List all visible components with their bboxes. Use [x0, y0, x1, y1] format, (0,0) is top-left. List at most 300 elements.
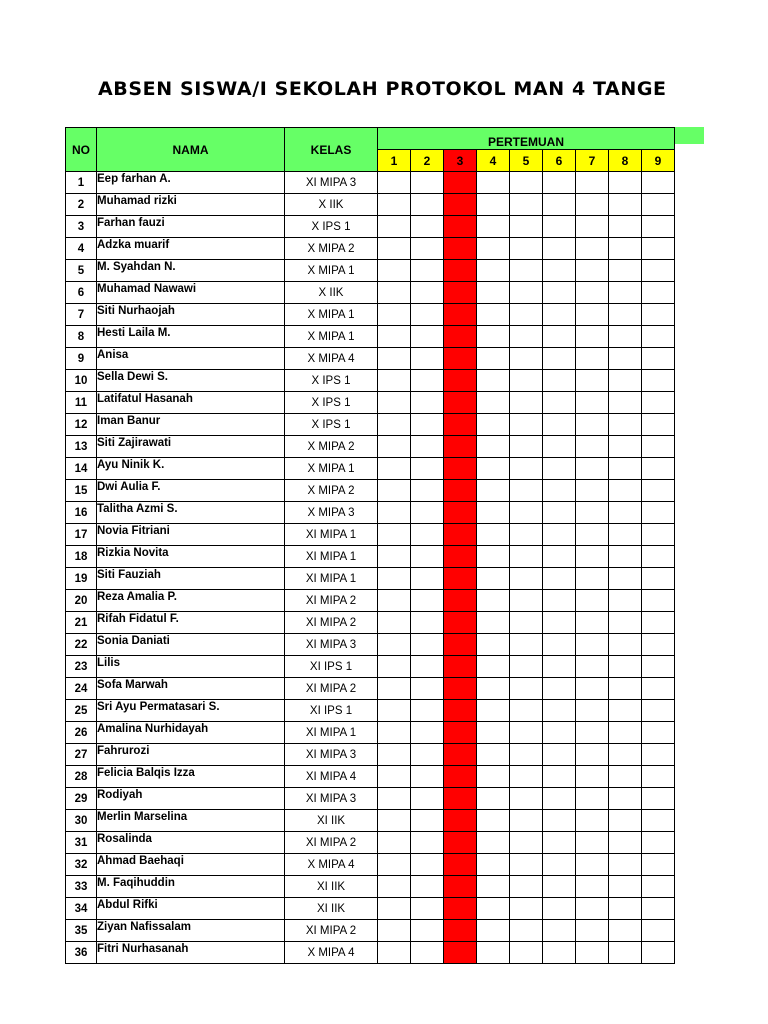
attendance-cell-meeting-3[interactable]	[444, 172, 477, 194]
attendance-cell-meeting-9[interactable]	[642, 502, 675, 524]
attendance-cell-meeting-2[interactable]	[411, 194, 444, 216]
attendance-cell-meeting-9[interactable]	[642, 810, 675, 832]
attendance-cell-meeting-7[interactable]	[576, 304, 609, 326]
attendance-cell-meeting-6[interactable]	[543, 942, 576, 964]
attendance-cell-meeting-2[interactable]	[411, 656, 444, 678]
attendance-cell-meeting-8[interactable]	[609, 392, 642, 414]
attendance-cell-meeting-1[interactable]	[378, 832, 411, 854]
attendance-cell-meeting-9[interactable]	[642, 480, 675, 502]
attendance-cell-meeting-9[interactable]	[642, 568, 675, 590]
attendance-cell-meeting-1[interactable]	[378, 700, 411, 722]
attendance-cell-meeting-5[interactable]	[510, 722, 543, 744]
attendance-cell-meeting-6[interactable]	[543, 810, 576, 832]
attendance-cell-meeting-5[interactable]	[510, 700, 543, 722]
attendance-cell-meeting-1[interactable]	[378, 788, 411, 810]
attendance-cell-meeting-3[interactable]	[444, 678, 477, 700]
attendance-cell-meeting-7[interactable]	[576, 832, 609, 854]
attendance-cell-meeting-7[interactable]	[576, 744, 609, 766]
attendance-cell-meeting-9[interactable]	[642, 238, 675, 260]
attendance-cell-meeting-3[interactable]	[444, 370, 477, 392]
attendance-cell-meeting-4[interactable]	[477, 766, 510, 788]
attendance-cell-meeting-7[interactable]	[576, 414, 609, 436]
attendance-cell-meeting-8[interactable]	[609, 810, 642, 832]
attendance-cell-meeting-3[interactable]	[444, 194, 477, 216]
attendance-cell-meeting-7[interactable]	[576, 370, 609, 392]
attendance-cell-meeting-7[interactable]	[576, 458, 609, 480]
attendance-cell-meeting-9[interactable]	[642, 172, 675, 194]
attendance-cell-meeting-7[interactable]	[576, 810, 609, 832]
attendance-cell-meeting-3[interactable]	[444, 634, 477, 656]
attendance-cell-meeting-4[interactable]	[477, 172, 510, 194]
attendance-cell-meeting-4[interactable]	[477, 678, 510, 700]
attendance-cell-meeting-3[interactable]	[444, 458, 477, 480]
attendance-cell-meeting-6[interactable]	[543, 766, 576, 788]
attendance-cell-meeting-7[interactable]	[576, 854, 609, 876]
attendance-cell-meeting-9[interactable]	[642, 876, 675, 898]
attendance-cell-meeting-4[interactable]	[477, 854, 510, 876]
attendance-cell-meeting-1[interactable]	[378, 898, 411, 920]
attendance-cell-meeting-2[interactable]	[411, 854, 444, 876]
attendance-cell-meeting-2[interactable]	[411, 502, 444, 524]
attendance-cell-meeting-1[interactable]	[378, 238, 411, 260]
attendance-cell-meeting-9[interactable]	[642, 612, 675, 634]
attendance-cell-meeting-3[interactable]	[444, 348, 477, 370]
attendance-cell-meeting-5[interactable]	[510, 172, 543, 194]
attendance-cell-meeting-6[interactable]	[543, 458, 576, 480]
attendance-cell-meeting-5[interactable]	[510, 282, 543, 304]
attendance-cell-meeting-3[interactable]	[444, 810, 477, 832]
attendance-cell-meeting-1[interactable]	[378, 304, 411, 326]
attendance-cell-meeting-7[interactable]	[576, 942, 609, 964]
attendance-cell-meeting-1[interactable]	[378, 634, 411, 656]
attendance-cell-meeting-4[interactable]	[477, 502, 510, 524]
attendance-cell-meeting-8[interactable]	[609, 172, 642, 194]
attendance-cell-meeting-9[interactable]	[642, 304, 675, 326]
attendance-cell-meeting-1[interactable]	[378, 920, 411, 942]
attendance-cell-meeting-6[interactable]	[543, 480, 576, 502]
attendance-cell-meeting-9[interactable]	[642, 414, 675, 436]
attendance-cell-meeting-2[interactable]	[411, 634, 444, 656]
attendance-cell-meeting-1[interactable]	[378, 810, 411, 832]
attendance-cell-meeting-4[interactable]	[477, 942, 510, 964]
attendance-cell-meeting-5[interactable]	[510, 656, 543, 678]
attendance-cell-meeting-9[interactable]	[642, 524, 675, 546]
attendance-cell-meeting-8[interactable]	[609, 942, 642, 964]
attendance-cell-meeting-2[interactable]	[411, 260, 444, 282]
attendance-cell-meeting-5[interactable]	[510, 546, 543, 568]
attendance-cell-meeting-3[interactable]	[444, 920, 477, 942]
attendance-cell-meeting-3[interactable]	[444, 766, 477, 788]
attendance-cell-meeting-5[interactable]	[510, 370, 543, 392]
attendance-cell-meeting-1[interactable]	[378, 414, 411, 436]
attendance-cell-meeting-2[interactable]	[411, 216, 444, 238]
attendance-cell-meeting-1[interactable]	[378, 326, 411, 348]
attendance-cell-meeting-3[interactable]	[444, 876, 477, 898]
attendance-cell-meeting-9[interactable]	[642, 546, 675, 568]
attendance-cell-meeting-5[interactable]	[510, 920, 543, 942]
attendance-cell-meeting-2[interactable]	[411, 370, 444, 392]
attendance-cell-meeting-3[interactable]	[444, 524, 477, 546]
attendance-cell-meeting-6[interactable]	[543, 788, 576, 810]
attendance-cell-meeting-7[interactable]	[576, 546, 609, 568]
attendance-cell-meeting-6[interactable]	[543, 722, 576, 744]
attendance-cell-meeting-7[interactable]	[576, 282, 609, 304]
attendance-cell-meeting-9[interactable]	[642, 920, 675, 942]
attendance-cell-meeting-8[interactable]	[609, 700, 642, 722]
attendance-cell-meeting-7[interactable]	[576, 700, 609, 722]
attendance-cell-meeting-9[interactable]	[642, 194, 675, 216]
attendance-cell-meeting-1[interactable]	[378, 766, 411, 788]
attendance-cell-meeting-4[interactable]	[477, 788, 510, 810]
attendance-cell-meeting-5[interactable]	[510, 524, 543, 546]
attendance-cell-meeting-4[interactable]	[477, 194, 510, 216]
attendance-cell-meeting-7[interactable]	[576, 326, 609, 348]
attendance-cell-meeting-3[interactable]	[444, 568, 477, 590]
attendance-cell-meeting-5[interactable]	[510, 766, 543, 788]
attendance-cell-meeting-6[interactable]	[543, 590, 576, 612]
attendance-cell-meeting-4[interactable]	[477, 876, 510, 898]
attendance-cell-meeting-7[interactable]	[576, 766, 609, 788]
attendance-cell-meeting-3[interactable]	[444, 238, 477, 260]
attendance-cell-meeting-3[interactable]	[444, 216, 477, 238]
attendance-cell-meeting-6[interactable]	[543, 216, 576, 238]
attendance-cell-meeting-3[interactable]	[444, 260, 477, 282]
attendance-cell-meeting-5[interactable]	[510, 436, 543, 458]
attendance-cell-meeting-5[interactable]	[510, 832, 543, 854]
attendance-cell-meeting-2[interactable]	[411, 238, 444, 260]
attendance-cell-meeting-4[interactable]	[477, 700, 510, 722]
attendance-cell-meeting-3[interactable]	[444, 700, 477, 722]
attendance-cell-meeting-2[interactable]	[411, 898, 444, 920]
attendance-cell-meeting-7[interactable]	[576, 722, 609, 744]
attendance-cell-meeting-9[interactable]	[642, 634, 675, 656]
attendance-cell-meeting-9[interactable]	[642, 898, 675, 920]
attendance-cell-meeting-8[interactable]	[609, 744, 642, 766]
attendance-cell-meeting-2[interactable]	[411, 788, 444, 810]
attendance-cell-meeting-6[interactable]	[543, 370, 576, 392]
attendance-cell-meeting-7[interactable]	[576, 524, 609, 546]
attendance-cell-meeting-7[interactable]	[576, 656, 609, 678]
attendance-cell-meeting-4[interactable]	[477, 656, 510, 678]
attendance-cell-meeting-2[interactable]	[411, 810, 444, 832]
attendance-cell-meeting-4[interactable]	[477, 216, 510, 238]
attendance-cell-meeting-2[interactable]	[411, 766, 444, 788]
attendance-cell-meeting-3[interactable]	[444, 282, 477, 304]
attendance-cell-meeting-8[interactable]	[609, 304, 642, 326]
attendance-cell-meeting-6[interactable]	[543, 876, 576, 898]
attendance-cell-meeting-5[interactable]	[510, 480, 543, 502]
attendance-cell-meeting-7[interactable]	[576, 238, 609, 260]
attendance-cell-meeting-3[interactable]	[444, 480, 477, 502]
attendance-cell-meeting-9[interactable]	[642, 458, 675, 480]
attendance-cell-meeting-3[interactable]	[444, 436, 477, 458]
attendance-cell-meeting-9[interactable]	[642, 260, 675, 282]
attendance-cell-meeting-7[interactable]	[576, 568, 609, 590]
attendance-cell-meeting-8[interactable]	[609, 678, 642, 700]
attendance-cell-meeting-8[interactable]	[609, 282, 642, 304]
attendance-cell-meeting-9[interactable]	[642, 678, 675, 700]
attendance-cell-meeting-2[interactable]	[411, 700, 444, 722]
attendance-cell-meeting-3[interactable]	[444, 788, 477, 810]
attendance-cell-meeting-9[interactable]	[642, 700, 675, 722]
attendance-cell-meeting-9[interactable]	[642, 722, 675, 744]
attendance-cell-meeting-8[interactable]	[609, 854, 642, 876]
attendance-cell-meeting-2[interactable]	[411, 282, 444, 304]
attendance-cell-meeting-9[interactable]	[642, 436, 675, 458]
attendance-cell-meeting-8[interactable]	[609, 656, 642, 678]
attendance-cell-meeting-7[interactable]	[576, 260, 609, 282]
attendance-cell-meeting-1[interactable]	[378, 370, 411, 392]
attendance-cell-meeting-4[interactable]	[477, 546, 510, 568]
attendance-cell-meeting-2[interactable]	[411, 172, 444, 194]
attendance-cell-meeting-9[interactable]	[642, 326, 675, 348]
attendance-cell-meeting-7[interactable]	[576, 348, 609, 370]
attendance-cell-meeting-4[interactable]	[477, 810, 510, 832]
attendance-cell-meeting-5[interactable]	[510, 788, 543, 810]
attendance-cell-meeting-6[interactable]	[543, 546, 576, 568]
attendance-cell-meeting-5[interactable]	[510, 590, 543, 612]
attendance-cell-meeting-4[interactable]	[477, 436, 510, 458]
attendance-cell-meeting-1[interactable]	[378, 502, 411, 524]
attendance-cell-meeting-6[interactable]	[543, 568, 576, 590]
attendance-cell-meeting-4[interactable]	[477, 304, 510, 326]
attendance-cell-meeting-7[interactable]	[576, 502, 609, 524]
attendance-cell-meeting-7[interactable]	[576, 172, 609, 194]
attendance-cell-meeting-6[interactable]	[543, 502, 576, 524]
attendance-cell-meeting-5[interactable]	[510, 304, 543, 326]
attendance-cell-meeting-6[interactable]	[543, 656, 576, 678]
attendance-cell-meeting-8[interactable]	[609, 414, 642, 436]
attendance-cell-meeting-2[interactable]	[411, 480, 444, 502]
attendance-cell-meeting-4[interactable]	[477, 348, 510, 370]
attendance-cell-meeting-1[interactable]	[378, 524, 411, 546]
attendance-cell-meeting-1[interactable]	[378, 348, 411, 370]
attendance-cell-meeting-1[interactable]	[378, 260, 411, 282]
attendance-cell-meeting-8[interactable]	[609, 216, 642, 238]
attendance-cell-meeting-8[interactable]	[609, 612, 642, 634]
attendance-cell-meeting-1[interactable]	[378, 876, 411, 898]
attendance-cell-meeting-6[interactable]	[543, 194, 576, 216]
attendance-cell-meeting-2[interactable]	[411, 832, 444, 854]
attendance-cell-meeting-4[interactable]	[477, 568, 510, 590]
attendance-cell-meeting-9[interactable]	[642, 766, 675, 788]
attendance-cell-meeting-4[interactable]	[477, 920, 510, 942]
attendance-cell-meeting-6[interactable]	[543, 238, 576, 260]
attendance-cell-meeting-5[interactable]	[510, 810, 543, 832]
attendance-cell-meeting-3[interactable]	[444, 502, 477, 524]
attendance-cell-meeting-8[interactable]	[609, 920, 642, 942]
attendance-cell-meeting-8[interactable]	[609, 458, 642, 480]
attendance-cell-meeting-8[interactable]	[609, 194, 642, 216]
attendance-cell-meeting-8[interactable]	[609, 348, 642, 370]
attendance-cell-meeting-6[interactable]	[543, 854, 576, 876]
attendance-cell-meeting-6[interactable]	[543, 436, 576, 458]
attendance-cell-meeting-2[interactable]	[411, 678, 444, 700]
attendance-cell-meeting-5[interactable]	[510, 216, 543, 238]
attendance-cell-meeting-9[interactable]	[642, 348, 675, 370]
attendance-cell-meeting-3[interactable]	[444, 392, 477, 414]
attendance-cell-meeting-8[interactable]	[609, 502, 642, 524]
attendance-cell-meeting-9[interactable]	[642, 854, 675, 876]
attendance-cell-meeting-9[interactable]	[642, 656, 675, 678]
attendance-cell-meeting-2[interactable]	[411, 722, 444, 744]
attendance-cell-meeting-5[interactable]	[510, 458, 543, 480]
attendance-cell-meeting-4[interactable]	[477, 722, 510, 744]
attendance-cell-meeting-2[interactable]	[411, 942, 444, 964]
attendance-cell-meeting-1[interactable]	[378, 612, 411, 634]
attendance-cell-meeting-2[interactable]	[411, 590, 444, 612]
attendance-cell-meeting-2[interactable]	[411, 546, 444, 568]
attendance-cell-meeting-1[interactable]	[378, 744, 411, 766]
attendance-cell-meeting-8[interactable]	[609, 436, 642, 458]
attendance-cell-meeting-2[interactable]	[411, 458, 444, 480]
attendance-cell-meeting-4[interactable]	[477, 326, 510, 348]
attendance-cell-meeting-8[interactable]	[609, 480, 642, 502]
attendance-cell-meeting-9[interactable]	[642, 942, 675, 964]
attendance-cell-meeting-6[interactable]	[543, 348, 576, 370]
attendance-cell-meeting-6[interactable]	[543, 260, 576, 282]
attendance-cell-meeting-3[interactable]	[444, 612, 477, 634]
attendance-cell-meeting-3[interactable]	[444, 304, 477, 326]
attendance-cell-meeting-6[interactable]	[543, 326, 576, 348]
attendance-cell-meeting-1[interactable]	[378, 436, 411, 458]
attendance-cell-meeting-1[interactable]	[378, 942, 411, 964]
attendance-cell-meeting-5[interactable]	[510, 392, 543, 414]
attendance-cell-meeting-7[interactable]	[576, 392, 609, 414]
attendance-cell-meeting-1[interactable]	[378, 854, 411, 876]
attendance-cell-meeting-5[interactable]	[510, 194, 543, 216]
attendance-cell-meeting-5[interactable]	[510, 854, 543, 876]
attendance-cell-meeting-9[interactable]	[642, 832, 675, 854]
attendance-cell-meeting-2[interactable]	[411, 304, 444, 326]
attendance-cell-meeting-7[interactable]	[576, 898, 609, 920]
attendance-cell-meeting-5[interactable]	[510, 678, 543, 700]
attendance-cell-meeting-8[interactable]	[609, 546, 642, 568]
attendance-cell-meeting-6[interactable]	[543, 172, 576, 194]
attendance-cell-meeting-1[interactable]	[378, 546, 411, 568]
attendance-cell-meeting-1[interactable]	[378, 678, 411, 700]
attendance-cell-meeting-8[interactable]	[609, 568, 642, 590]
attendance-cell-meeting-2[interactable]	[411, 744, 444, 766]
attendance-cell-meeting-6[interactable]	[543, 634, 576, 656]
attendance-cell-meeting-6[interactable]	[543, 612, 576, 634]
attendance-cell-meeting-6[interactable]	[543, 524, 576, 546]
attendance-cell-meeting-6[interactable]	[543, 282, 576, 304]
attendance-cell-meeting-4[interactable]	[477, 634, 510, 656]
attendance-cell-meeting-3[interactable]	[444, 590, 477, 612]
attendance-cell-meeting-4[interactable]	[477, 832, 510, 854]
attendance-cell-meeting-5[interactable]	[510, 326, 543, 348]
attendance-cell-meeting-6[interactable]	[543, 392, 576, 414]
attendance-cell-meeting-4[interactable]	[477, 480, 510, 502]
attendance-cell-meeting-2[interactable]	[411, 920, 444, 942]
attendance-cell-meeting-6[interactable]	[543, 744, 576, 766]
attendance-cell-meeting-2[interactable]	[411, 326, 444, 348]
attendance-cell-meeting-4[interactable]	[477, 590, 510, 612]
attendance-cell-meeting-8[interactable]	[609, 876, 642, 898]
attendance-cell-meeting-1[interactable]	[378, 568, 411, 590]
attendance-cell-meeting-5[interactable]	[510, 634, 543, 656]
attendance-cell-meeting-1[interactable]	[378, 656, 411, 678]
attendance-cell-meeting-5[interactable]	[510, 348, 543, 370]
attendance-cell-meeting-1[interactable]	[378, 282, 411, 304]
attendance-cell-meeting-4[interactable]	[477, 392, 510, 414]
attendance-cell-meeting-7[interactable]	[576, 480, 609, 502]
attendance-cell-meeting-8[interactable]	[609, 524, 642, 546]
attendance-cell-meeting-7[interactable]	[576, 436, 609, 458]
attendance-cell-meeting-1[interactable]	[378, 480, 411, 502]
attendance-cell-meeting-4[interactable]	[477, 238, 510, 260]
attendance-cell-meeting-7[interactable]	[576, 920, 609, 942]
attendance-cell-meeting-5[interactable]	[510, 568, 543, 590]
attendance-cell-meeting-8[interactable]	[609, 788, 642, 810]
attendance-cell-meeting-4[interactable]	[477, 414, 510, 436]
attendance-cell-meeting-4[interactable]	[477, 524, 510, 546]
attendance-cell-meeting-2[interactable]	[411, 436, 444, 458]
attendance-cell-meeting-5[interactable]	[510, 942, 543, 964]
attendance-cell-meeting-2[interactable]	[411, 612, 444, 634]
attendance-cell-meeting-5[interactable]	[510, 898, 543, 920]
attendance-cell-meeting-3[interactable]	[444, 854, 477, 876]
attendance-cell-meeting-4[interactable]	[477, 260, 510, 282]
attendance-cell-meeting-6[interactable]	[543, 304, 576, 326]
attendance-cell-meeting-4[interactable]	[477, 370, 510, 392]
attendance-cell-meeting-3[interactable]	[444, 546, 477, 568]
attendance-cell-meeting-5[interactable]	[510, 260, 543, 282]
attendance-cell-meeting-8[interactable]	[609, 326, 642, 348]
attendance-cell-meeting-4[interactable]	[477, 898, 510, 920]
attendance-cell-meeting-7[interactable]	[576, 788, 609, 810]
attendance-cell-meeting-6[interactable]	[543, 700, 576, 722]
attendance-cell-meeting-8[interactable]	[609, 832, 642, 854]
attendance-cell-meeting-6[interactable]	[543, 832, 576, 854]
attendance-cell-meeting-9[interactable]	[642, 282, 675, 304]
attendance-cell-meeting-9[interactable]	[642, 392, 675, 414]
attendance-cell-meeting-1[interactable]	[378, 392, 411, 414]
attendance-cell-meeting-4[interactable]	[477, 282, 510, 304]
attendance-cell-meeting-1[interactable]	[378, 458, 411, 480]
attendance-cell-meeting-1[interactable]	[378, 194, 411, 216]
attendance-cell-meeting-4[interactable]	[477, 458, 510, 480]
attendance-cell-meeting-1[interactable]	[378, 722, 411, 744]
attendance-cell-meeting-2[interactable]	[411, 392, 444, 414]
attendance-cell-meeting-8[interactable]	[609, 634, 642, 656]
attendance-cell-meeting-6[interactable]	[543, 898, 576, 920]
attendance-cell-meeting-4[interactable]	[477, 612, 510, 634]
attendance-cell-meeting-7[interactable]	[576, 634, 609, 656]
attendance-cell-meeting-9[interactable]	[642, 216, 675, 238]
attendance-cell-meeting-2[interactable]	[411, 348, 444, 370]
attendance-cell-meeting-3[interactable]	[444, 832, 477, 854]
attendance-cell-meeting-8[interactable]	[609, 590, 642, 612]
attendance-cell-meeting-7[interactable]	[576, 612, 609, 634]
attendance-cell-meeting-5[interactable]	[510, 876, 543, 898]
attendance-cell-meeting-8[interactable]	[609, 238, 642, 260]
attendance-cell-meeting-9[interactable]	[642, 744, 675, 766]
attendance-cell-meeting-9[interactable]	[642, 590, 675, 612]
attendance-cell-meeting-5[interactable]	[510, 612, 543, 634]
attendance-cell-meeting-7[interactable]	[576, 876, 609, 898]
attendance-cell-meeting-2[interactable]	[411, 876, 444, 898]
attendance-cell-meeting-5[interactable]	[510, 502, 543, 524]
attendance-cell-meeting-9[interactable]	[642, 788, 675, 810]
attendance-cell-meeting-7[interactable]	[576, 216, 609, 238]
attendance-cell-meeting-8[interactable]	[609, 260, 642, 282]
attendance-cell-meeting-9[interactable]	[642, 370, 675, 392]
attendance-cell-meeting-3[interactable]	[444, 942, 477, 964]
attendance-cell-meeting-2[interactable]	[411, 568, 444, 590]
attendance-cell-meeting-3[interactable]	[444, 656, 477, 678]
